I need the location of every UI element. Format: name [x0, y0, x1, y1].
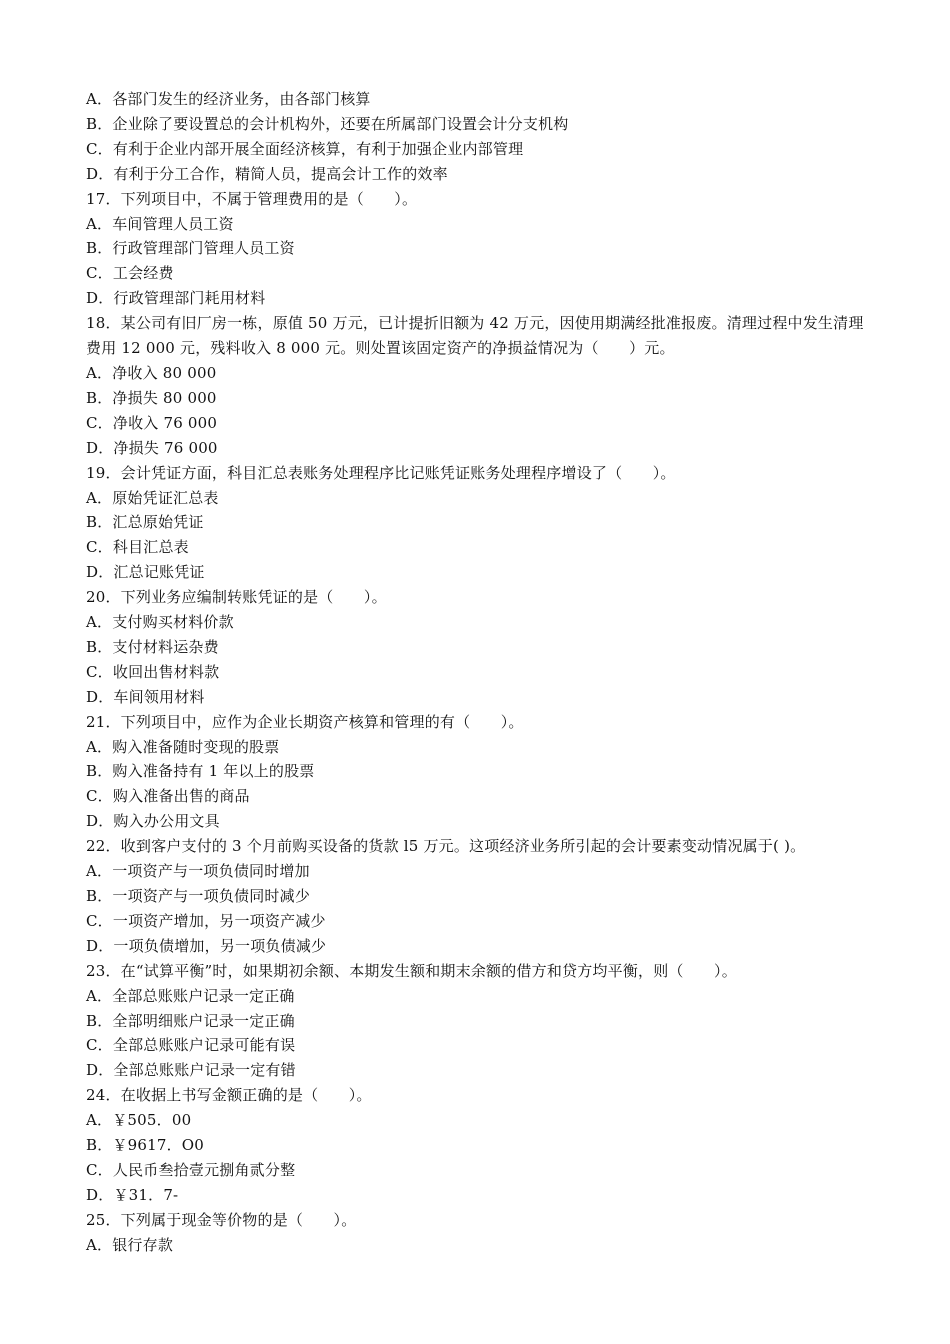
question-22-option-d: D．一项负债增加，另一项负债减少 — [86, 936, 327, 955]
question-20: 20．下列业务应编制转账凭证的是（ ）。 — [86, 588, 387, 607]
question-17: 17．下列项目中，不属于管理费用的是（ ）。 — [86, 189, 418, 208]
question-20-option-a: A．支付购买材料价款 — [86, 613, 234, 632]
question-22-option-c: C．一项资产增加，另一项资产减少 — [86, 911, 326, 930]
question-21-option-c: C．购入准备出售的商品 — [86, 787, 250, 806]
option-b-line: B．企业除了要设置总的会计机构外，还要在所属部门设置会计分支机构 — [86, 114, 569, 133]
question-23-option-d: D．全部总账账户记录一定有错 — [86, 1061, 296, 1080]
question-21: 21．下列项目中，应作为企业长期资产核算和管理的有（ ）。 — [86, 712, 524, 731]
question-24-option-d: D．￥31．7- — [86, 1185, 179, 1204]
question-20-option-d: D．车间领用材料 — [86, 687, 205, 706]
question-25-option-a: A．银行存款 — [86, 1235, 174, 1254]
question-17-option-b: B．行政管理部门管理人员工资 — [86, 239, 295, 258]
question-23-option-c: C．全部总账账户记录可能有误 — [86, 1036, 296, 1055]
question-18-option-b: B．净损失 80 000 — [86, 388, 217, 407]
question-25: 25．下列属于现金等价物的是（ ）。 — [86, 1210, 357, 1229]
question-19-option-b: B．汇总原始凭证 — [86, 513, 204, 532]
question-24-option-c: C．人民币叁拾壹元捌角贰分整 — [86, 1160, 296, 1179]
option-a-line: A．各部门发生的经济业务，由各部门核算 — [86, 90, 371, 108]
question-19-option-d: D．汇总记账凭证 — [86, 563, 205, 582]
question-21-option-b: B．购入准备持有 1 年以上的股票 — [86, 762, 315, 781]
question-22-option-a: A．一项资产与一项负债同时增加 — [86, 862, 310, 881]
question-22: 22．收到客户支付的 3 个月前购买设备的货款 l5 万元。这项经济业务所引起的会计要素变动情况属于( )。 — [86, 837, 806, 856]
option-c-line: C．有利于企业内部开展全面经济核算，有利于加强企业内部管理 — [86, 139, 524, 158]
question-18: 18．某公司有旧厂房一栋，原值 50 万元，已计提折旧额为 42 万元，因使用期满经批准报废。清理过程中发生清理费用 12 000 元，残料收入 8 000 元。则处置该固定资产的净损益情况为（ ）元。 — [86, 314, 864, 358]
question-19-option-a: A．原始凭证汇总表 — [86, 488, 219, 507]
question-22-option-b: B．一项资产与一项负债同时减少 — [86, 887, 311, 905]
question-24-option-a: A．￥505．00 — [86, 1111, 192, 1130]
option-d-line: D．有利于分工合作，精简人员，提高会计工作的效率 — [86, 164, 448, 183]
question-19: 19．会计凭证方面，科目汇总表账务处理程序比记账凭证账务处理程序增设了（ ）。 — [86, 463, 676, 482]
question-20-option-c: C．收回出售材料款 — [86, 662, 220, 681]
question-24-option-b: B．￥9617．O0 — [86, 1136, 205, 1155]
question-21-option-d: D．购入办公用文具 — [86, 812, 220, 831]
question-18-option-d: D．净损失 76 000 — [86, 438, 218, 457]
question-17-option-c: C．工会经费 — [86, 264, 174, 283]
question-23: 23．在“试算平衡”时，如果期初余额、本期发生额和期末余额的借方和贷方均平衡，则（ ）。 — [86, 961, 737, 980]
question-17-option-d: D．行政管理部门耗用材料 — [86, 289, 266, 308]
question-18-option-a: A．净收入 80 000 — [86, 363, 217, 382]
question-24: 24．在收据上书写金额正确的是（ ）。 — [86, 1086, 372, 1105]
question-18-option-c: C．净收入 76 000 — [86, 413, 218, 432]
question-17-option-a: A．车间管理人员工资 — [86, 214, 234, 233]
question-20-option-b: B．支付材料运杂费 — [86, 637, 219, 656]
question-23-option-b: B．全部明细账户记录一定正确 — [86, 1011, 295, 1030]
question-21-option-a: A．购入准备随时变现的股票 — [86, 737, 280, 756]
question-19-option-c: C．科目汇总表 — [86, 538, 189, 557]
question-23-option-a: A．全部总账账户记录一定正确 — [86, 986, 295, 1005]
